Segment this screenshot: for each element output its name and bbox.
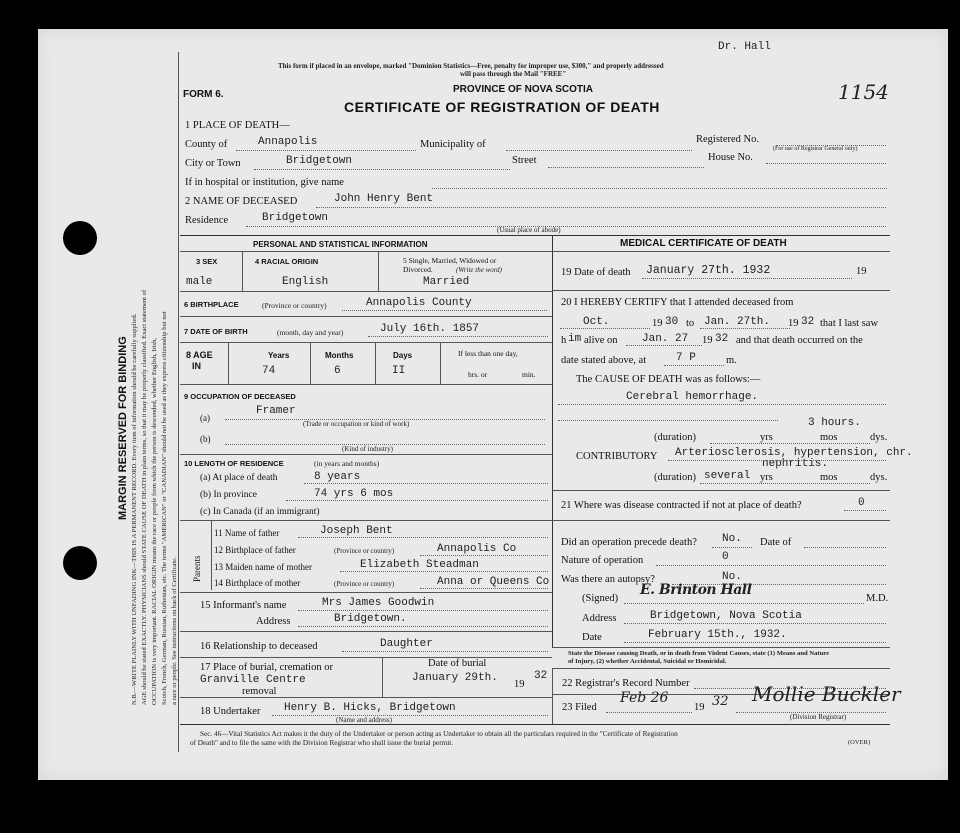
- burial-label: 17 Place of burial, cremation or: [200, 662, 333, 673]
- months-label: Months: [325, 351, 354, 360]
- burial-label-2: removal: [242, 686, 277, 697]
- form-number: FORM 6.: [183, 89, 224, 100]
- operation-value: No.: [722, 533, 742, 545]
- cause-label: The CAUSE OF DEATH was as follows:—: [576, 374, 761, 385]
- mail-notice-2: will pass through the Mail "FREE": [460, 70, 567, 78]
- burial-date: January 29th.: [412, 672, 498, 684]
- mother-label: 13 Maiden name of mother: [214, 562, 312, 572]
- table-bottom-rule: [180, 724, 890, 725]
- residence-label: Residence: [185, 215, 229, 226]
- rule: [558, 404, 886, 405]
- province-value: 74 yrs 6 mos: [314, 488, 394, 500]
- racial-label: 4 RACIAL ORIGIN: [255, 257, 319, 266]
- mother-value: Elizabeth Steadman: [360, 559, 479, 571]
- rule: [310, 342, 311, 384]
- contrib-duration-label: (duration): [654, 472, 696, 483]
- rule: [552, 490, 890, 491]
- alive-year-prefix: 19: [702, 335, 713, 346]
- personal-heading: PERSONAL AND STATISTICAL INFORMATION: [253, 240, 428, 249]
- sex-value: male: [186, 276, 213, 288]
- rule: [180, 384, 552, 385]
- marital-hint: (Write the word): [456, 266, 503, 274]
- certify-label: 20 I HEREBY CERTIFY that I attended deceased from: [561, 297, 794, 308]
- physician-signature: E. Brinton Hall: [640, 582, 752, 598]
- rule: [180, 291, 552, 292]
- division-registrar-label: (Division Registrar): [790, 713, 847, 721]
- occ-b: (b): [200, 434, 211, 444]
- informant-address: Bridgetown.: [334, 613, 407, 625]
- abode-note: (Usual place of abode): [497, 226, 561, 234]
- age-label: 8 AGE: [186, 350, 213, 360]
- alive-pronoun: im: [568, 333, 582, 345]
- hospital-label: If in hospital or institution, give name: [185, 177, 344, 188]
- less-than-day-label: If less than one day,: [458, 349, 518, 358]
- physician-note: Dr. Hall: [718, 41, 771, 53]
- father-bp-value: Annapolis Co: [437, 543, 517, 555]
- rule: [298, 626, 548, 627]
- min-label: min.: [522, 370, 536, 379]
- rule: [211, 520, 212, 590]
- duration-label: (duration): [654, 432, 696, 443]
- residence-length-hint: (in years and months): [314, 459, 380, 468]
- attend-from: Oct.: [583, 316, 610, 328]
- rule: [552, 251, 890, 252]
- date-year-prefix: 19: [856, 266, 867, 277]
- rule: [382, 657, 383, 697]
- burial-date-label: Date of burial: [428, 658, 487, 669]
- handwritten-number: 1154: [838, 80, 889, 104]
- rule: [844, 510, 886, 511]
- medical-heading: MEDICAL CERTIFICATE OF DEATH: [620, 238, 787, 249]
- contributory-label: CONTRIBUTORY: [576, 451, 658, 462]
- record-number-label: 22 Registrar's Record Number: [562, 678, 690, 689]
- rule: [710, 443, 870, 444]
- sex-label: 3 SEX: [196, 257, 218, 266]
- place-death-label: (a) At place of death: [200, 473, 278, 483]
- months-value: 6: [334, 365, 341, 377]
- rule: [552, 668, 553, 724]
- filed-date: Feb 26: [620, 690, 669, 706]
- alive-prefix: h: [561, 335, 567, 346]
- occupation-value: Framer: [256, 405, 296, 417]
- informant-label: 15 Informant's name: [200, 600, 287, 611]
- violent-note-2: of Injury, (2) whether Accidental, Suicidal or Homicidal.: [568, 658, 727, 665]
- burial-place: Granville Centre: [200, 674, 306, 686]
- violent-note: State the Disease causing Death, or in death from Violent Causes, state (1) Means and Nature: [568, 650, 829, 657]
- place-death-value: 8 years: [314, 471, 361, 483]
- years-label: Years: [268, 351, 290, 360]
- rule: [804, 547, 886, 548]
- rule: [272, 715, 548, 716]
- city-line: [254, 169, 510, 170]
- rule: [712, 547, 752, 548]
- op-date-label: Date of: [760, 537, 792, 548]
- contracted-label: 21 Where was disease contracted if not at place of death?: [561, 500, 802, 511]
- attend-from-year-prefix: 19: [652, 318, 663, 329]
- rule: [700, 328, 790, 329]
- date-of-death-label: 19 Date of death: [561, 267, 631, 278]
- hospital-line: [432, 188, 887, 189]
- relationship-value: Daughter: [380, 638, 433, 650]
- mother-bp-value: Anna or Queens Co: [437, 576, 550, 588]
- years-value: 74: [262, 365, 276, 377]
- municipality-label: Municipality of: [420, 139, 486, 150]
- cert-date: February 15th., 1932.: [648, 629, 787, 641]
- days-value: II: [392, 365, 406, 377]
- attend-to: Jan. 27th.: [704, 316, 771, 328]
- rule: [624, 642, 886, 643]
- rule: [340, 571, 548, 572]
- rule: [420, 588, 548, 589]
- rule: [180, 697, 552, 698]
- rule: [440, 342, 441, 384]
- rule: [606, 712, 692, 713]
- rule: [180, 592, 552, 593]
- marital-value: Married: [423, 276, 470, 288]
- county-line: [236, 150, 416, 151]
- rule: [342, 310, 547, 311]
- rule: [420, 555, 548, 556]
- industry-hint: (Kind of industry): [342, 445, 393, 453]
- binder-hole: [63, 221, 97, 255]
- relationship-label: 16 Relationship to deceased: [200, 641, 318, 652]
- footer-note: Sec. 46—Vital Statistics Act makes it the duty of the Undertaker or person acting as Undertaker to obtain all the particulars required in the "Certificate of Registration: [200, 730, 678, 738]
- rule: [624, 603, 864, 604]
- cert-date-label: Date: [582, 632, 602, 643]
- signed-label: (Signed): [582, 593, 619, 604]
- city-value: Bridgetown: [286, 155, 353, 167]
- nature-value: 0: [722, 551, 729, 563]
- marital-label: 5 Single, Married, Widowed or: [403, 256, 497, 265]
- house-no-line: [766, 163, 886, 164]
- filed-year-prefix: 19: [694, 702, 705, 713]
- rule: [656, 565, 886, 566]
- deceased-name: John Henry Bent: [334, 193, 434, 205]
- dob-hint: (month, day and year): [277, 328, 344, 337]
- rule: [375, 342, 376, 384]
- undertaker-value: Henry B. Hicks, Bridgetown: [284, 702, 456, 714]
- cause-duration: 3 hours.: [808, 417, 861, 429]
- rule: [664, 365, 724, 366]
- rule: [180, 251, 552, 252]
- occ-a: (a): [200, 413, 210, 423]
- autopsy-label: Was there an autopsy?: [561, 574, 655, 585]
- time-of-death: 7 P: [676, 352, 696, 364]
- birthplace-hint: (Province or country): [262, 301, 327, 310]
- dob-value: July 16th. 1857: [380, 323, 480, 335]
- house-no-label: House No.: [708, 152, 753, 163]
- rule: [560, 328, 650, 329]
- age-in: IN: [192, 361, 201, 371]
- rule: [304, 483, 548, 484]
- occupation-label: 9 OCCUPATION OF DECEASED: [184, 392, 296, 401]
- place-of-death-heading: 1 PLACE OF DEATH—: [185, 120, 290, 131]
- attend-to-year-prefix: 19: [788, 318, 799, 329]
- margin-divider: [178, 52, 179, 752]
- father-label: 11 Name of father: [214, 528, 280, 538]
- county-value: Annapolis: [258, 136, 318, 148]
- rule: [342, 651, 548, 652]
- mother-bp-label: 14 Birthplace of mother: [214, 578, 301, 588]
- binder-hole: [63, 546, 97, 580]
- rule: [298, 610, 548, 611]
- rule: [668, 460, 886, 461]
- yrs-label: yrs: [760, 432, 773, 443]
- rule: [552, 290, 890, 291]
- father-value: Joseph Bent: [320, 525, 393, 537]
- rule: [642, 278, 852, 279]
- rule: [242, 251, 243, 291]
- occupation-hint: (Trade or occupation or kind of work): [303, 420, 410, 428]
- rule: [298, 537, 548, 538]
- birthplace-label: 6 BIRTHPLACE: [184, 300, 239, 309]
- father-bp-label: 12 Birthplace of father: [214, 545, 296, 555]
- operation-label: Did an operation precede death?: [561, 537, 697, 548]
- city-label: City or Town: [185, 158, 241, 169]
- residence-value: Bridgetown: [262, 212, 329, 224]
- birthplace-value: Annapolis County: [366, 297, 472, 309]
- to-label: to: [686, 318, 695, 329]
- parents-label: Parents: [192, 555, 202, 582]
- mos-label: mos: [820, 432, 838, 443]
- informant-address-label: Address: [256, 616, 291, 627]
- rule: [180, 316, 552, 317]
- instructions-margin: N.B.—WRITE PLAINLY WITH UNFADING INK—THIS IS A PERMANENT RECORD. Every item of information should be carefully supplied. AGE should be stated EXACTLY. PHYSICIANS should STATE CAUSE OF DEATH in plain terms, so that it may be properly classified. Exact statement of OCCUPATION is very important. RACIAL ORIGIN means the race or people from which the person is descended, whether English, Irish, Scotch, French, German, Russian, Ruthenian, etc. The terms "AMERICAN" or "CANADIAN" should not be used as they express citizenship but not a race or people. See instructions on back of Certificate.: [131, 289, 178, 705]
- contrib-mos-label: mos: [820, 472, 838, 483]
- deceased-name-line: [316, 207, 886, 208]
- mother-bp-hint: (Province or country): [334, 580, 395, 588]
- municipality-line: [506, 150, 692, 151]
- nature-label: Nature of operation: [561, 555, 644, 566]
- rule: [552, 647, 890, 648]
- alive-label: alive on: [584, 335, 618, 346]
- cause-of-death: Cerebral hemorrhage.: [626, 391, 759, 403]
- filed-label: 23 Filed: [562, 702, 597, 713]
- attend-to-year: 32: [801, 316, 815, 328]
- father-bp-hint: (Province or country): [334, 547, 395, 555]
- date-of-death: January 27th. 1932: [646, 264, 771, 277]
- county-label: County of: [185, 139, 228, 150]
- registrar-use-note: (For use of Registrar General only): [773, 146, 858, 152]
- physician-address-label: Address: [582, 613, 617, 624]
- undertaker-hint: (Name and address): [336, 716, 392, 724]
- alive-on: Jan. 27: [642, 333, 689, 345]
- contracted-value: 0: [858, 497, 865, 509]
- dob-label: 7 DATE OF BIRTH: [184, 327, 248, 336]
- certificate-title: CERTIFICATE OF REGISTRATION OF DEATH: [344, 99, 660, 115]
- rule: [180, 342, 552, 343]
- table-top-rule: [180, 235, 890, 236]
- footer-note-2: of Death" and to file the same with the Division Registrar who shall issue the burial permit.: [190, 739, 454, 747]
- rule: [624, 623, 886, 624]
- informant-value: Mrs James Goodwin: [322, 597, 435, 609]
- days-label: Days: [393, 351, 413, 360]
- rule: [180, 454, 552, 455]
- rule: [558, 420, 778, 421]
- contrib-dys-label: dys.: [870, 472, 888, 483]
- rule: [552, 668, 890, 669]
- marital-label-2: Divorced.: [403, 265, 433, 274]
- registrar-signature: Mollie Buckler: [752, 682, 901, 706]
- street-line: [548, 167, 704, 168]
- binding-margin-label: MARGIN RESERVED FOR BINDING: [117, 336, 129, 520]
- residence-line: [246, 226, 886, 227]
- canada-label: (c) In Canada (if an immigrant): [200, 507, 320, 517]
- province-heading: PROVINCE OF NOVA SCOTIA: [453, 84, 594, 95]
- contributory-1: Arteriosclerosis, hypertension, chr.: [675, 447, 913, 459]
- province-label: (b) In province: [200, 490, 257, 500]
- rule: [626, 345, 702, 346]
- rule: [180, 657, 552, 658]
- column-divider: [552, 235, 553, 647]
- contrib-yrs-label: yrs: [760, 472, 773, 483]
- mail-notice: This form if placed in an envelope, marked "Dominion Statistics—Free, penalty for improper use, $300," and properly addressed: [278, 62, 664, 70]
- last-saw-label: that I last saw: [820, 318, 879, 329]
- rule: [368, 336, 548, 337]
- md-label: M.D.: [866, 593, 889, 604]
- hrs-label: hrs. or: [468, 370, 488, 379]
- attend-from-year: 30: [665, 316, 679, 328]
- rule: [180, 631, 552, 632]
- burial-year: 32: [534, 670, 548, 682]
- residence-length-label: 10 LENGTH OF RESIDENCE: [184, 459, 284, 468]
- deceased-name-label: 2 NAME OF DECEASED: [185, 196, 298, 207]
- over-label: (OVER): [848, 739, 871, 746]
- m-label: m.: [726, 355, 737, 366]
- undertaker-label: 18 Undertaker: [200, 706, 261, 717]
- registered-no-label: Registered No.: [696, 134, 759, 145]
- alive-year: 32: [715, 333, 729, 345]
- rule: [378, 251, 379, 291]
- contributory-2: nephritis.: [762, 458, 829, 470]
- rule: [700, 483, 870, 484]
- rule: [228, 342, 229, 384]
- physician-address: Bridgetown, Nova Scotia: [650, 610, 802, 622]
- filed-year: 32: [712, 694, 729, 709]
- date-stated-label: date stated above, at: [561, 355, 647, 366]
- rule: [286, 500, 548, 501]
- autopsy-value: No.: [722, 571, 742, 583]
- racial-value: English: [282, 276, 329, 288]
- street-label: Street: [512, 155, 537, 166]
- rule: [180, 520, 552, 521]
- burial-year-prefix: 19: [514, 679, 525, 690]
- dys-label: dys.: [870, 432, 888, 443]
- contrib-duration: several: [704, 470, 751, 482]
- rule: [552, 520, 890, 521]
- occurred-label: and that death occurred on the: [736, 335, 863, 346]
